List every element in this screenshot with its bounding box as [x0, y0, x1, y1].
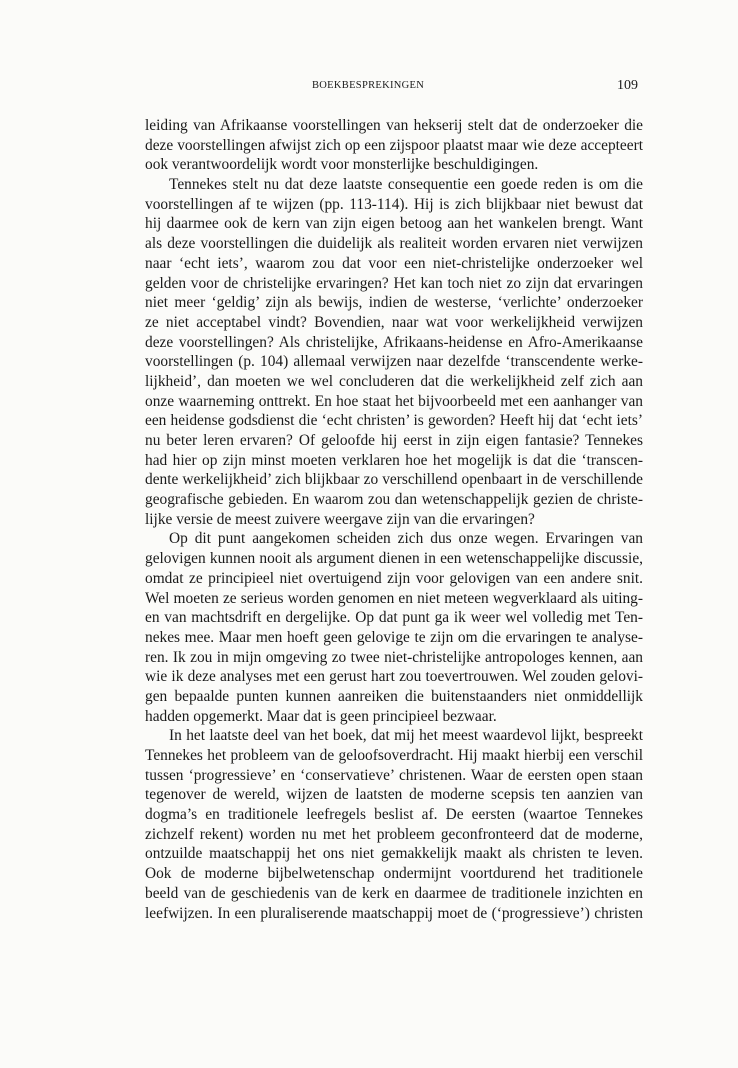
text-line: tegenover de wereld, wijzen de laatsten de moderne scepsis ten aanzien van — [145, 786, 643, 804]
text-line: beeld van de geschiedenis van de kerk en daarmee de traditionele inzichten en — [145, 884, 643, 902]
text-line: had hier op zijn minst moeten verklaren hoe het mogelijk is dat die ‘transcen- — [145, 451, 643, 469]
text-line: deze voorstellingen? Als christelijke, Afrikaans-heidense en Afro-Amerikaanse — [145, 333, 643, 351]
text-line: naar ‘echt iets’, waarom zou dat voor een niet-christelijke onderzoeker wel — [145, 254, 643, 272]
page-header — [0, 78, 738, 98]
paragraph — [145, 116, 643, 175]
text-line: gen bepaalde punten kunnen aanreiken die buitenstaanders niet onmiddellijk — [145, 687, 643, 705]
body-text — [145, 116, 643, 923]
text-line: Op dit punt aangekomen scheiden zich dus onze wegen. Ervaringen van — [169, 530, 643, 548]
text-line: lijke versie de meest zuivere weergave zijn van die ervaringen? — [145, 510, 535, 528]
paragraph — [145, 175, 643, 529]
text-line: nekes mee. Maar men hoeft geen gelovige te zijn om die ervaringen te analyse- — [145, 628, 643, 646]
text-line: zichzelf rekent) worden nu met het probleem geconfronteerd dat de moderne, — [145, 825, 643, 843]
text-line: leiding van Afrikaanse voorstellingen van hekserij stelt dat de onderzoeker die — [145, 117, 643, 134]
paragraph — [145, 726, 643, 923]
text-line: nu beter leren ervaren? Of geloofde hij eerst in zijn eigen fantasie? Tennekes — [145, 432, 643, 449]
text-line: Ook de moderne bijbelwetenschap ondermijnt voortdurend het traditionele — [145, 865, 643, 883]
text-line: Tennekes stelt nu dat deze laatste consequentie een goede reden is om die — [169, 176, 643, 194]
text-line: een heidense godsdienst die ‘echt christen’ is geworden? Heeft hij dat ‘echt iets’ — [145, 412, 643, 430]
text-line: deze voorstellingen afwijst zich op een zijspoor plaatst maar wie deze accepteert — [145, 136, 643, 154]
text-line: voorstellingen af te wijzen (pp. 113-114). Hij is zich blijkbaar niet bewust dat — [145, 195, 643, 213]
paragraph — [145, 529, 643, 726]
text-line: niet meer ‘geldig’ zijn als bewijs, indien de westerse, ‘verlichte’ onderzoeker — [145, 294, 643, 312]
text-line: wie ik deze analyses met een gerust hart zou toevertrouwen. Wel zouden gelovi- — [145, 668, 643, 686]
text-line: voorstellingen (p. 104) allemaal verwijzen naar dezelfde ‘transcendente werke- — [145, 353, 643, 371]
text-line: leefwijzen. In een pluraliserende maatschappij moet de (‘progressieve’) christen — [145, 904, 643, 922]
text-line: Wel moeten ze serieus worden genomen en niet meteen wegverklaard als uiting- — [145, 589, 643, 607]
text-line: tussen ‘progressieve’ en ‘conservatieve’ christenen. Waar de eersten open staan — [145, 766, 643, 784]
text-line: lijkheid’, dan moeten we wel concluderen dat die werkelijkheid zelf zich aan — [145, 372, 643, 390]
text-line: als deze voorstellingen die duidelijk als realiteit worden ervaren niet verwijzen — [145, 235, 643, 253]
text-line: gelovigen kunnen nooit als argument dienen in een wetenschappelijke discussie, — [145, 550, 643, 568]
text-line: ontzuilde maatschappij het ons niet gemakkelijk maakt als christen te leven. — [145, 845, 643, 863]
running-head: BOEKBESPREKINGEN — [312, 80, 425, 91]
text-line: In het laatste deel van het boek, dat mij het meest waardevol lijkt, bespreekt — [169, 727, 643, 745]
text-line: en van machtsdrift en dergelijke. Op dat punt ga ik weer wel volledig met Ten- — [145, 609, 643, 627]
text-line: ook verantwoordelijk wordt voor monsterlijke beschuldigingen. — [145, 156, 539, 174]
text-line: dogma’s en traditionele leefregels beslist af. De eersten (waartoe Tennekes — [145, 806, 643, 824]
text-line: onze waarneming onttrekt. En hoe staat het bijvoorbeeld met een aanhanger van — [145, 392, 643, 410]
text-line: ze niet acceptabel vindt? Bovendien, naar wat voor werkelijkheid verwijzen — [145, 313, 643, 331]
text-line: dente werkelijkheid’ zich blijkbaar zo verschillend openbaart in de verschillende — [145, 471, 643, 489]
text-line: Tennekes het probleem van de geloofsoverdracht. Hij maakt hierbij een verschil — [145, 747, 643, 764]
page-number: 109 — [617, 78, 638, 93]
text-line: geografische gebieden. En waarom zou dan wetenschappelijk gezien de christe- — [145, 491, 643, 509]
text-line: hij daarmee ook de kern van zijn eigen betoog aan het wankelen brengt. Want — [145, 215, 643, 233]
text-line: hadden opgemerkt. Maar dat is geen principieel bezwaar. — [145, 707, 497, 725]
text-line: omdat ze principieel niet overtuigend zijn voor gelovigen van een andere snit. — [145, 569, 643, 587]
text-line: gelden voor de christelijke ervaringen? Het kan toch niet zo zijn dat ervaringen — [145, 274, 643, 292]
text-line: ren. Ik zou in mijn omgeving zo twee niet-christelijke antropologes kennen, aan — [145, 648, 643, 666]
